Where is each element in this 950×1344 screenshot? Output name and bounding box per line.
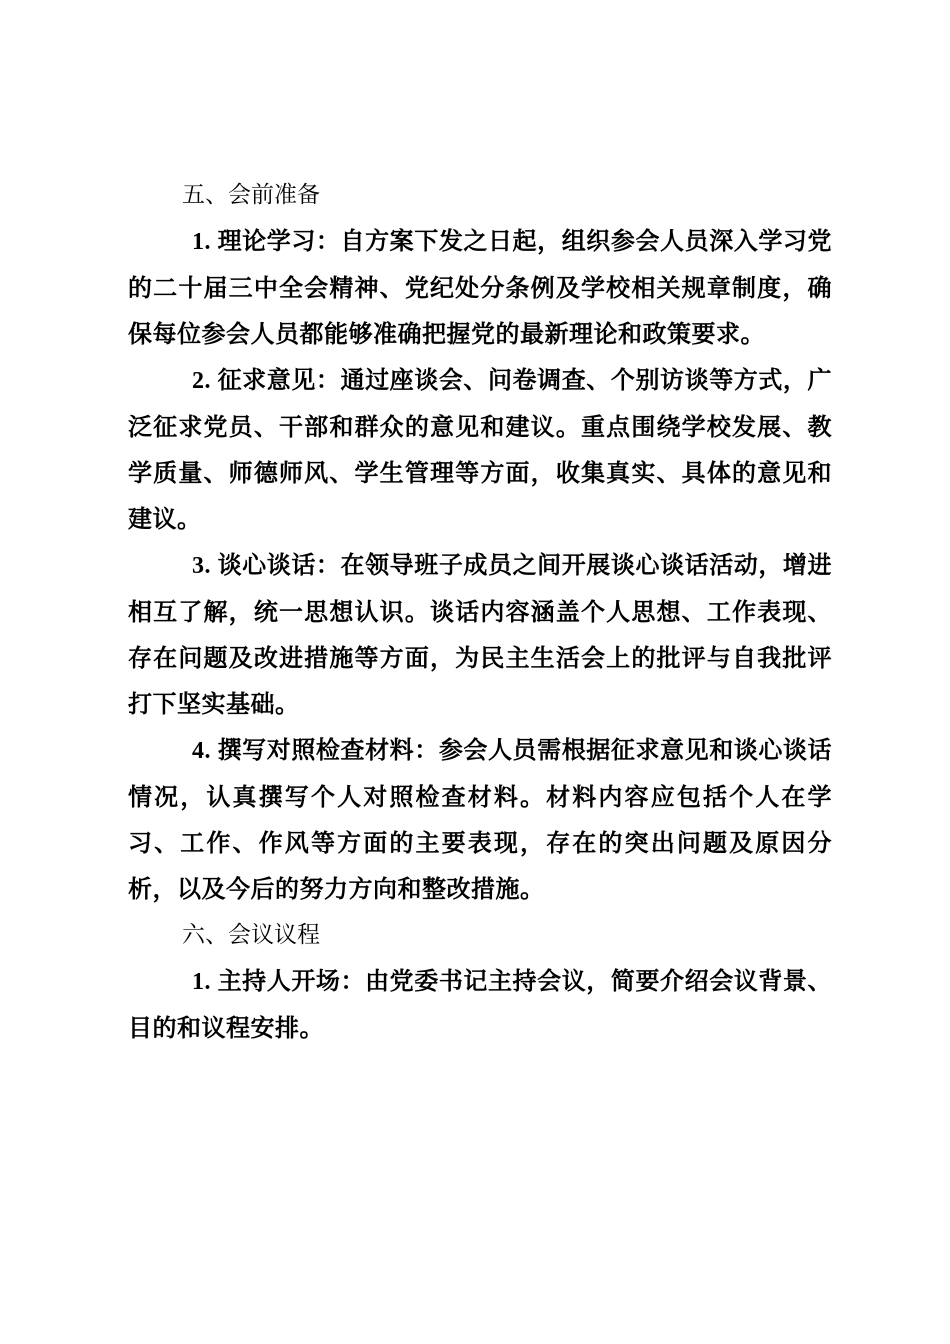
paragraph-text: 主持人开场：由党委书记主持会议，简要介绍会议背景、目的和议程安排。 xyxy=(128,967,833,1042)
section-heading-6: 六、会议议程 xyxy=(182,922,320,948)
item-number: 1. xyxy=(192,229,218,255)
section-heading-5: 五、会前准备 xyxy=(182,182,320,208)
document-body xyxy=(128,172,832,1051)
paragraph-heart-to-heart-talk xyxy=(128,542,832,727)
paragraph-self-review-materials xyxy=(128,727,832,912)
paragraph-text: 理论学习：自方案下发之日起，组织参会人员深入学习党的二十届三中全会精神、党纪处分条例及学校相关规章制度，确保每位参会人员都能够准确把握党的最新理论和政策要求。 xyxy=(128,227,833,348)
paragraph-text: 征求意见：通过座谈会、问卷调查、个别访谈等方式，广泛征求党员、干部和群众的意见和建议。重点围绕学校发展、教学质量、师德师风、学生管理等方面，收集真实、具体的意见和建议。 xyxy=(128,366,833,533)
item-number: 4. xyxy=(192,738,218,764)
paragraph-host-opening xyxy=(128,958,832,1051)
item-number: 3. xyxy=(192,553,218,579)
paragraph-text: 撰写对照检查材料：参会人员需根据征求意见和谈心谈话情况，认真撰写个人对照检查材料。材料内容应包括个人在学习、工作、作风等方面的主要表现，存在的突出问题及原因分析，以及今后的努力方向和整改措施。 xyxy=(128,736,833,903)
item-number: 2. xyxy=(192,368,218,394)
item-number: 1. xyxy=(192,969,218,995)
paragraph-solicit-opinions xyxy=(128,357,832,542)
paragraph-text: 谈心谈话：在领导班子成员之间开展谈心谈话活动，增进相互了解，统一思想认识。谈话内容涵盖个人思想、工作表现、存在问题及改进措施等方面，为民主生活会上的批评与自我批评打下坚实基础。 xyxy=(128,551,833,718)
paragraph-theory-study xyxy=(128,218,832,357)
